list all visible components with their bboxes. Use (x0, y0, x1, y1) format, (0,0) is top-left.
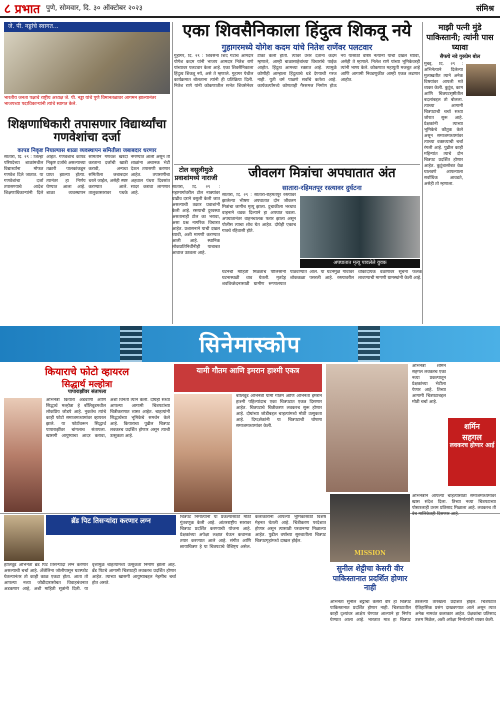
row-rule (174, 164, 420, 165)
accident-victims-photo (300, 196, 420, 258)
right-portrait-photo (466, 64, 496, 96)
brad-article-body: हॉलिवूड अभिनेता ब्रॅड पिट तिसऱ्यांदा लग्न करणार असल्याची चर्चा आहे. अँजेलिना जोलीपासून घटस्फोट घेतल्यानंतर तो काही काळ एकटा होता. आता तो आपल्या नव्या जोडीदारासोबत विवाहबंधनात अडकणार आहे, अशी माहिती सूत्रांनी दिली. या वृत्तामुळे चाहत्यांमध्ये उत्सुकता निर्माण झाली आहे. ब्रॅड पिटचे आगामी चित्रपटही लवकरच प्रदर्शित होणार आहेत. त्याच्या खासगी आयुष्याबद्दल नेहमीच चर्चा होत असते. (4, 563, 176, 592)
kiara-photo (4, 398, 42, 512)
actress-article-body: अभिनेत्रीने आपल्या चाहत्यांसाठी समाजमाध्यमांवर खास संदेश दिला. तिच्या नव्या चित्रपटाच्या पोस्टरलाही उत्तम प्रतिसाद मिळाला आहे. लवकरच ती वेब मालिकेतही दिसणार आहे. (412, 494, 496, 517)
toll-headline: टोल वसुलीमुळे प्रवाशांमध्ये नाराजी (174, 166, 218, 182)
newspaper-logo: प्रभात (14, 1, 40, 16)
yami-headline: यामी गौतम आणि इमरान हाश्मी एकत्र (174, 364, 322, 392)
accident-photo-caption: अपघातात मृत्यू पावलेले युवक (300, 259, 420, 268)
kiara-article-body: अभिनेत्री कियारा अडवाणी आणि सिद्धार्थ मल्होत्रा हे बॉलिवूडमधील लोकप्रिय जोडपे आहे. नुकतेच त्यांचे काही फोटो समाजमाध्यमांवर व्हायरल झाले. या फोटोंवरून सिद्धार्थ पापाराझींवर चांगलाच संतापला. खासगी आयुष्याचा आदर करावा, अशी विनंती त्याने केली. दोघेही सध्या आपल्या आगामी चित्रपटांच्या चित्रीकरणात व्यस्त आहेत. चाहत्यांनी सिद्धार्थच्या भूमिकेचे समर्थन केले आहे. कियाराचा पुढील चित्रपट लवकरच प्रदर्शित होणार असून त्याची उत्सुकता आहे. (46, 398, 170, 439)
actress-photo (326, 364, 408, 492)
film-article-body: चित्रपट निर्मात्यांनी या प्रकल्पासाठी मोठी गुंतवणूक केली आहे. आंतरराष्ट्रीय स्तरावर चित्रपट प्रदर्शित करण्याची योजना आहे. प्रेक्षकांच्या अपेक्षा लक्षात घेऊन कथानक तयार करण्यात आले आहे. संगीत आणि छायाचित्रण हे या चित्रपटाचे वैशिष्ट्य असेल. कलाकारांनी आपल्या भूमिकांसाठी विशेष मेहनत घेतली आहे. चित्रीकरण परदेशात होणार असून त्यासाठी परवानग्या मिळाल्या आहेत. पुढील वर्षाच्या सुरुवातीला चित्रपट चित्रपटगृहांमध्ये दाखल होईल. (180, 515, 326, 550)
right-headline: माझी पत्नी मुंडे पाकिस्तानी; त्यांनी पास घ्यावा (426, 22, 494, 52)
sharmin-headline-first: शर्मिन (464, 422, 480, 431)
poster-title: MISSION (354, 550, 386, 557)
right-article-body: मुंबई, दि. २९ : अभिनेत्याने दिलेल्या मुलाखतीत त्याने अनेक विषयांवर आपली मते व्यक्त केली. कुटुंब, काम आणि चित्रपटसृष्टीतील बदलांबद्दल तो बोलला. त्याच्या आगामी चित्रपटाची चर्चा सध्या जोरात सुरू आहे. प्रेक्षकांनी त्याच्या भूमिकेचे कौतुक केले असून समाजमाध्यमांवर त्याच्या वक्तव्याची चर्चा रंगली आहे. पुढील काही महिन्यांत त्याचे दोन चित्रपट प्रदर्शित होणार आहेत. कुटुंबासोबत वेळ घालवणे आपल्याला सर्वाधिक आवडते, असेही तो म्हणाला. (424, 62, 463, 187)
photo-news-label: जे. पी. नड्डांचे स्वागत... (4, 22, 170, 32)
film-strip-decoration (358, 326, 380, 362)
brad-headline: ब्रॅड पिट तिसऱ्यांदा करणार लग्न (46, 515, 176, 535)
film-strip-decoration (120, 326, 142, 362)
brad-pitt-photo (4, 515, 44, 561)
yami-photo (174, 394, 232, 512)
right-subheadline: सैफचे नवे गुरुप्रेम बोल (439, 54, 481, 60)
page-number: ८ (4, 2, 11, 17)
main-article-body: गुहागर, दि. २९ : शिवसेना शिंदे गटाचे आमदार योगेश कदम यांनी भाजप आमदार नितेश राणे यांच्यावर पलटवार केला आहे. एका शिवसैनिकाला हिंदुत्व शिकवू नये, असे ते म्हणाले. गुहागर येथील कार्यक्रमात बोलताना त्यांनी ही प्रतिक्रिया दिली. नितेश राणे यांनी कोकणातील सभेत शिवसेनेवर टीका केली होती. त्यावर उत्तर देताना कदम म्हणाले, आम्ही बाळासाहेबांच्या विचारांचे पाईक आहोत. हिंदुत्व आमच्या रक्तात आहे. त्यामुळे कोणीही आम्हाला हिंदुत्वाचे धडे देण्याची गरज नाही. युती धर्म पाळणे सर्वांचे कर्तव्य आहे. कार्यकर्त्यांमध्ये कोणताही गैरसमज निर्माण होऊ नये यासाठी वरिष्ठ नेत्यांनी याची दखल घ्यावी, असेही ते म्हणाले. निलेश राणे यांच्या भूमिकेवरही त्यांनी भाष्य केले. कोकणात महायुती मजबूत आहे आणि आगामी निवडणुकीत आम्ही एकत्र लढणार आहोत. (174, 54, 420, 89)
sharmin-headline-tag: लवकरच होणार आई (449, 442, 495, 449)
column-rule (422, 22, 423, 324)
accident-subheadline: सातारा-रहिमतपूर रस्त्यावर दुर्घटना (282, 184, 362, 192)
main-headline: एका शिवसैनिकाला हिंदुत्व शिकवू नये (182, 21, 412, 41)
cinemascope-banner (0, 326, 500, 362)
sharmin-headline-name: सहगल (462, 432, 482, 442)
toll-article (172, 166, 220, 324)
accident-article-body-continued: घटनेची माहिती मिळताच पोलिसांनी घटनास्थळी धाव घेतली. मृतदेह शवविच्छेदनासाठी ग्रामीण रुग्णालयात पाठवण्यात आले. या घटनेमुळे गावावर शोककळा पसरली आहे. रस्त्यावरील धोकादायक वळणांवर सूचना फलक लावण्याची मागणी ग्रामस्थांनी केली आहे. (222, 270, 422, 287)
sharmin-article-body: अभिनेत्री शर्मिन सहगल लवकरच एका नव्या प्रकल्पातून प्रेक्षकांच्या भेटीला येणार आहे. तिच्या आगामी चित्रपटाबद्दल मोठी चर्चा आहे. (412, 364, 446, 405)
education-article-body: सातारा, दि. २९ : जिल्हा परिषदेच्या शाळांमधील विद्यार्थ्यांना मोफत गणवेश दिले जातात. या गणवेशांचा दर्जा तपासण्याचे आदेश शिक्षणाधिकाऱ्यांनी दिले आहेत. गणवेशाचे कापड निकृष्ट दर्जाचे असल्याच्या तक्रारी पालकांकडून प्राप्त झाल्या होत्या. त्यानंतर हा निर्णय घेण्यात आला आहे. शाळा व्यवस्थापन समितीने गणवेश खरेदी करताना दर्जाची खात्री करावी, अन्यथा समितीला जबाबदार धरले जाईल, असेही स्पष्ट करण्यात आले. तालुकास्तरावर पथके नेमण्यात आली असून ती शाळांना अचानक भेटी देऊन तपासणी करणार आहेत. तपासणीचा अहवाल पंधरा दिवसांत सादर करावा लागणार आहे. (4, 155, 170, 196)
right-column-article (424, 22, 496, 324)
toll-article-body: सातारा, दि. २९ : महामार्गावरील टोल नाक्यांवर वाढीव दराने वसुली केली जात असल्याची तक्रार प्रवाशांनी केली आहे. रस्त्याची दुरवस्था असतानाही टोल का भरावा, असा प्रश्न नागरिक विचारत आहेत. प्रशासनाने याची दखल घ्यावी, अशी मागणी करण्यात आली आहे. स्थानिक लोकप्रतिनिधींनीही याबाबत आवाज उठवला आहे. (172, 185, 220, 256)
issue-date: पुणे, सोमवार, दि. ३० ऑक्टोबर २०२३ (45, 3, 143, 12)
kiara-tagline: पापाराझींवर संतापला (67, 389, 107, 395)
education-subheadline: कापड निकृष्ट निघाल्यास शाळा व्यवस्थापन समितीला जबाबदार धरणार (17, 148, 157, 154)
welcome-photo (4, 32, 170, 94)
masthead (0, 0, 500, 18)
accident-article-body: सातारा, दि. २९ : सातारा-रहिमतपूर रस्त्यावर झालेल्या भीषण अपघातात दोन जीवलग मित्रांचा जागीच मृत्यू झाला. दुचाकीला भरधाव वाहनाने धडक दिल्याने हा अपघात घडला. अपघातानंतर वाहनचालक फरार झाला असून पोलीस त्याचा शोध घेत आहेत. दोघेही एकाच गावचे रहिवासी होते. (222, 193, 296, 234)
cinemascope-title: सिनेमास्कोप (199, 332, 301, 358)
sunil-headline: सुनील शेट्टीचा केसरी वीर पाकिस्तानात प्रदर्शित होणार नाही (332, 564, 408, 592)
education-headline: शिक्षणाधिकारी तपासणार विद्यार्थ्यांचा गणवेशांचा दर्जा (7, 117, 167, 144)
kiara-headline: कियाराचे फोटो व्हायरल (44, 367, 130, 378)
kiara-subheadline: सिद्धार्थ मल्होत्रा (61, 380, 113, 390)
accident-headline: जीवलग मित्रांचा अपघातात अंत (248, 166, 396, 181)
yami-article-body: बॉलिवूड अभिनेत्री यामी गौतम आणि अभिनेता इमरान हाश्मी पहिल्यांदाच एका चित्रपटात एकत्र दिसणार आहेत. चित्रपटाचे चित्रीकरण लवकरच सुरू होणार आहे. दोघांच्या जोडीबद्दल चाहत्यांमध्ये मोठी उत्सुकता आहे. दिग्दर्शकांनी या चित्रपटाची घोषणा समाजमाध्यमांवर केली. (236, 394, 322, 429)
photo-caption: भारतीय जनता पक्षाचे राष्ट्रीय अध्यक्ष जे. पी. नड्डा यांचे पुणे विमानतळावर आगमन झाल्यानंतर भाजपच्या पदाधिकाऱ्यांनी त्यांचे स्वागत केले. (4, 96, 157, 107)
photo-news-block (4, 22, 170, 116)
main-subheadline: गुहागरमध्ये योगेश कदम यांचे नितेश राणेंवर पलटवार (221, 42, 373, 52)
sharmin-headline-box (448, 418, 496, 486)
section-label: संमिश्र (476, 4, 494, 13)
sunil-article-body: अभिनेता सुनील शेट्टीचा केसरी वीर हा चित्रपट पाकिस्तानात प्रदर्शित होणार नाही. चित्रपटातील काही दृश्यांवर आक्षेप घेण्यात आल्याने हा निर्णय घेण्यात आला आहे. भारतात मात्र हा चित्रपट ठरलेल्या तारखेला प्रदर्शित होईल. चित्रपटात ऐतिहासिक प्रसंग दाखवण्यात आले असून त्यात अनेक नामवंत कलाकार आहेत. प्रेक्षकांचा प्रतिसाद उत्तम मिळेल, अशी अपेक्षा निर्मात्यांनी व्यक्त केली. (330, 600, 496, 623)
